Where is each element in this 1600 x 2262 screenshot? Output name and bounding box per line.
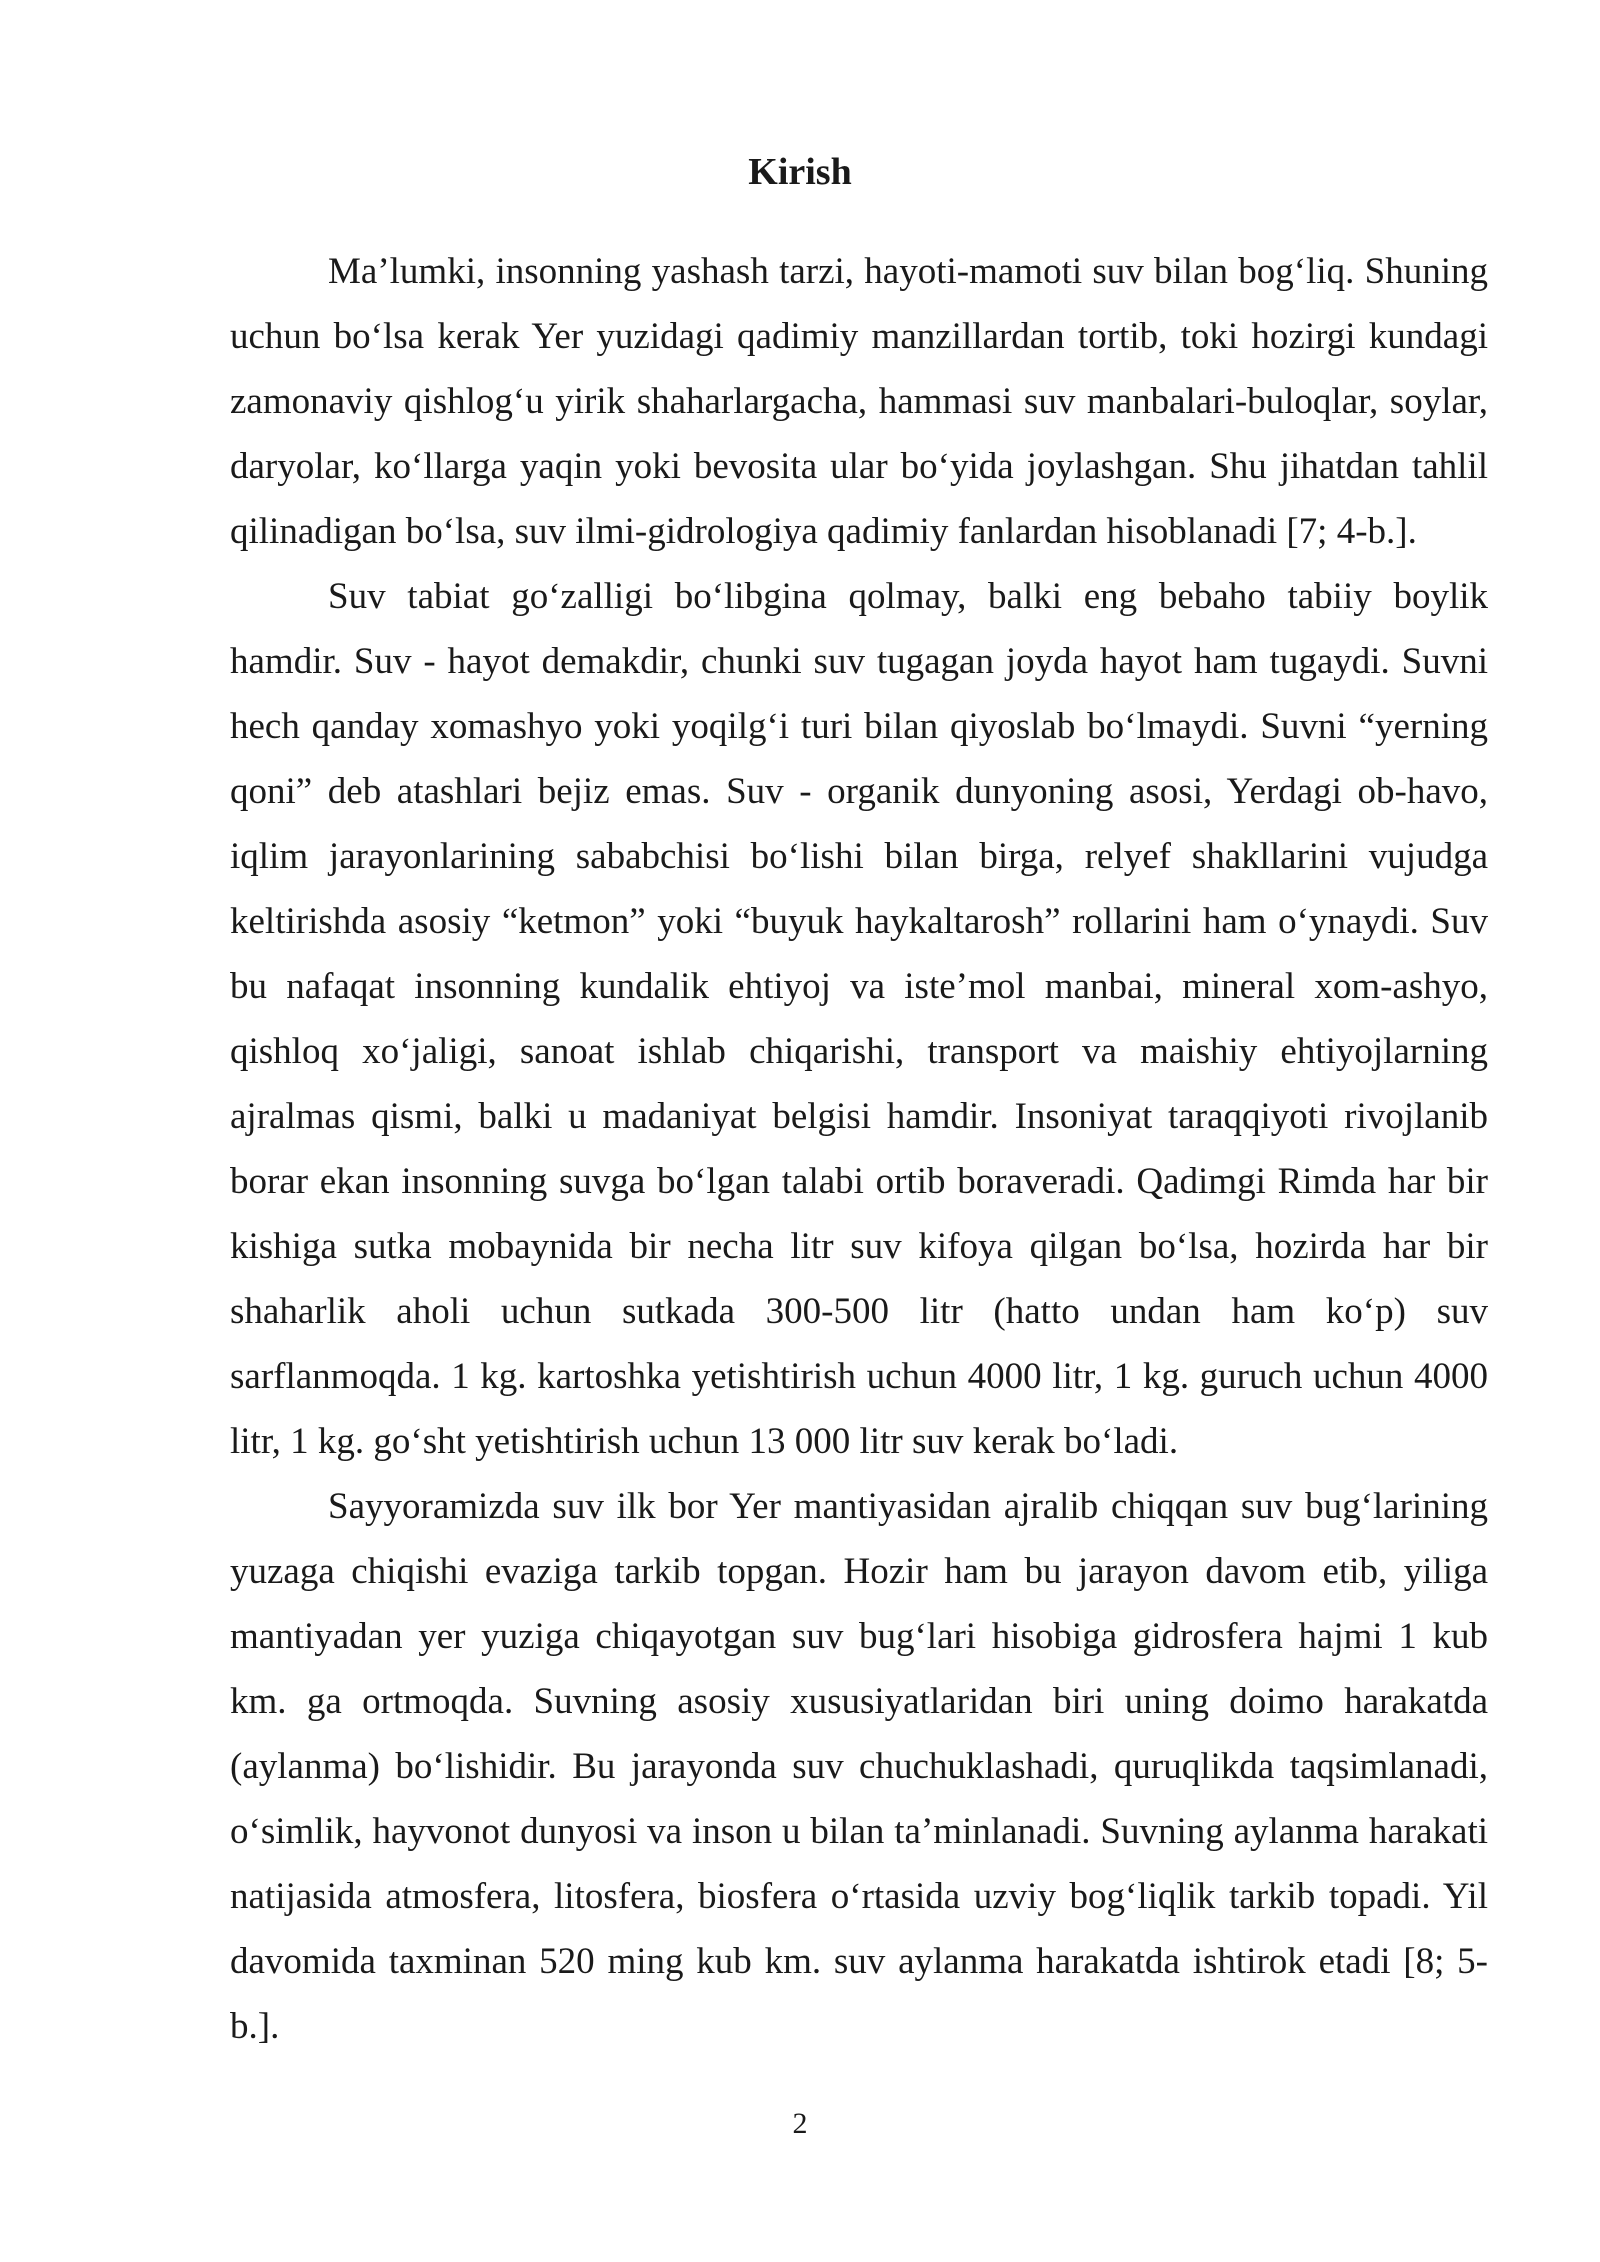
paragraph-3: Sayyoramizda suv ilk bor Yer mantiyasidan ajralib chiqqan suv bug‘larining yuzaga chiqishi evaziga tarkib topgan. Hozir ham bu jarayon davom etib, yiliga mantiyadan yer yuziga chiqayotgan suv bug‘lari hisobiga gidrosfera hajmi 1 kub km. ga ortmoqda. Suvning asosiy xususiyatlaridan biri uning doimo harakatda (aylanma) bo‘lishidir. Bu jarayonda suv chuchuklashadi, quruqlikda taqsimlanadi, o‘simlik, hayvonot dunyosi va inson u bilan ta’minlanadi. Suvning aylanma harakati natijasida atmosfera, litosfera, biosfera o‘rtasida uzviy bog‘liqlik tarkib topadi. Yil davomida taxminan 520 ming kub km. suv aylanma harakatda ishtirok etadi [8; 5-b.].: [230, 1486, 1488, 2047]
paragraph-1: Ma’lumki, insonning yashash tarzi, hayoti-mamoti suv bilan bog‘liq. Shuning uchun bo‘lsa kerak Yer yuzidagi qadimiy manzillardan tortib, toki hozirgi kundagi zamonaviy qishlog‘u yirik shaharlargacha, hammasi suv manbalari-buloqlar, soylar, daryolar, ko‘llarga yaqin yoki bevosita ular bo‘yida joylashgan. Shu jihatdan tahlil qilinadigan bo‘lsa, suv ilmi-gidrologiya qadimiy fanlardan hisoblanadi [7; 4-b.].: [230, 251, 1488, 552]
page-title: Kirish: [748, 151, 852, 193]
paragraph-2: Suv tabiat go‘zalligi bo‘libgina qolmay, balki eng bebaho tabiiy boylik hamdir. Suv - hayot demakdir, chunki suv tugagan joyda hayot ham tugaydi. Suvni hech qanday xomashyo yoki yoqilg‘i turi bilan qiyoslab bo‘lmaydi. Suvni “yerning qoni” deb atashlari bejiz emas. Suv - organik dunyoning asosi, Yerdagi ob-havo, iqlim jarayonlarining sababchisi bo‘lishi bilan birga, relyef shakllarini vujudga keltirishda asosiy “ketmon” yoki “buyuk haykaltarosh” rollarini ham o‘ynaydi. Suv bu nafaqat insonning kundalik ehtiyoj va iste’mol manbai, mineral xom-ashyo, qishloq xo‘jaligi, sanoat ishlab chiqarishi, transport va maishiy ehtiyojlarning ajralmas qismi, balki u madaniyat belgisi hamdir. Insoniyat taraqqiyoti rivojlanib borar ekan insonning suvga bo‘lgan talabi ortib boraveradi. Qadimgi Rimda har bir kishiga sutka mobaynida bir necha litr suv kifoya qilgan bo‘lsa, hozirda har bir shaharlik aholi uchun sutkada 300-500 litr (hatto undan ham ko‘p) suv sarflanmoqda. 1 kg. kartoshka yetishtirish uchun 4000 litr, 1 kg. guruch uchun 4000 litr, 1 kg. go‘sht yetishtirish uchun 13 000 litr suv kerak bo‘ladi.: [230, 576, 1488, 1462]
page-number: 2: [792, 2107, 808, 2140]
body-text: [230, 239, 1488, 2059]
